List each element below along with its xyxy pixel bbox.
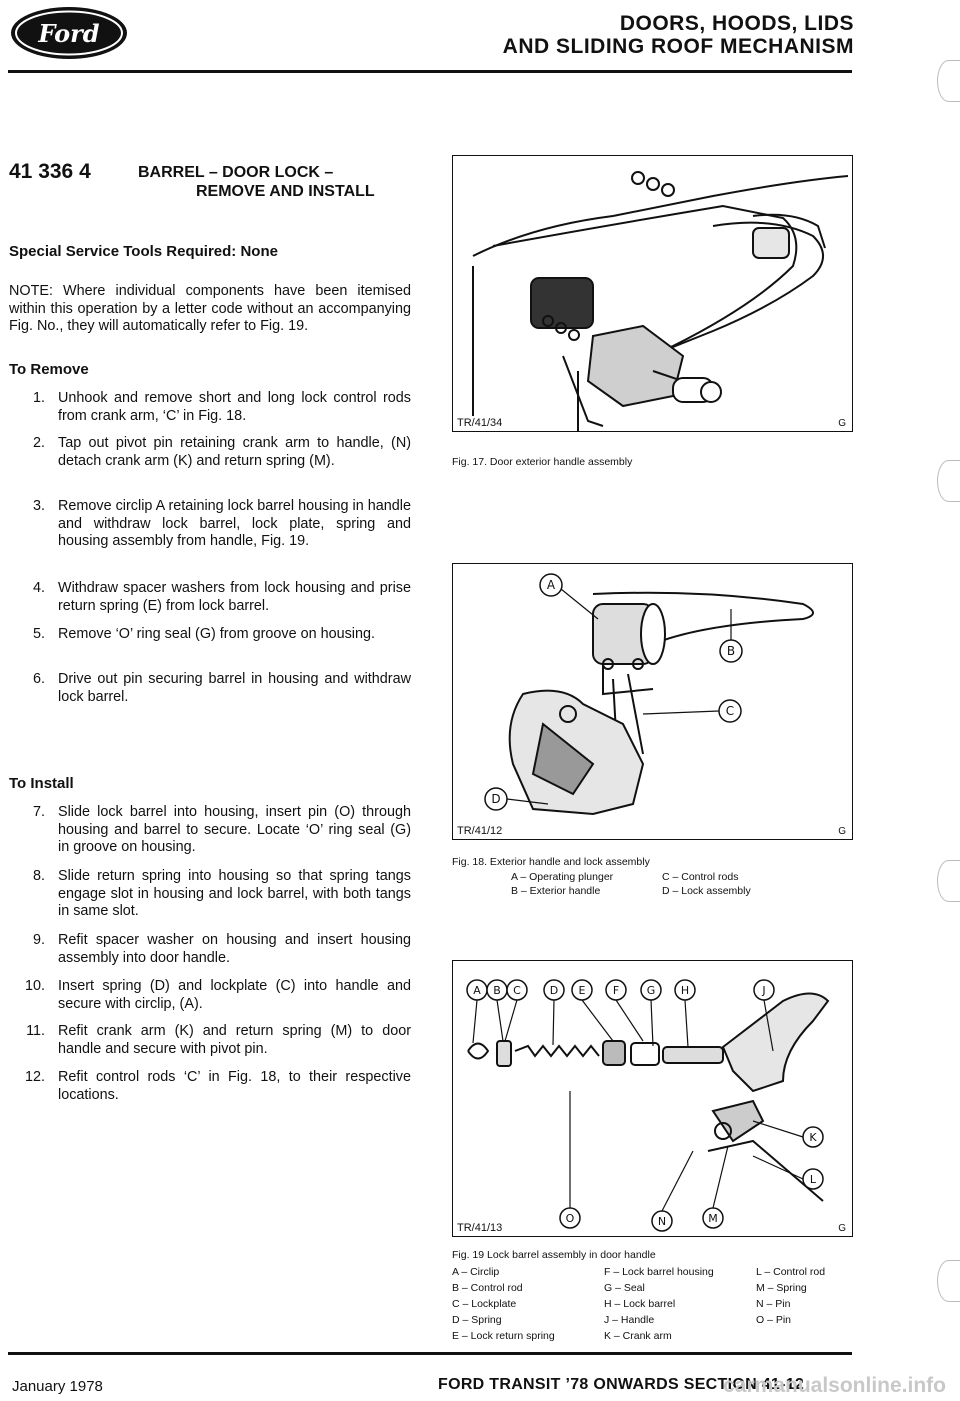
fig19-label-n: N	[657, 1215, 667, 1228]
step-text: Unhook and remove short and long lock control rods from crank arm, ‘C’ in Fig. 18.	[58, 390, 411, 424]
fig18-legend-a: A – Operating plunger	[511, 871, 614, 883]
figure-17-corner: G	[838, 418, 846, 429]
binder-hole-mark	[937, 1260, 960, 1302]
footer-title: FORD TRANSIT ’78 ONWARDS SECTION 41-12	[438, 1376, 805, 1393]
fig19-legend-item: J – Handle	[604, 1314, 655, 1326]
step-text: Remove ‘O’ ring seal (G) from groove on housing.	[58, 626, 375, 642]
fig19-label-k: K	[809, 1131, 817, 1144]
step-text: Tap out pivot pin retaining crank arm to handle, (N) detach crank arm (K) and return spring (M).	[58, 435, 411, 469]
fig19-label-o: O	[565, 1212, 575, 1225]
fig18-legend-b: B – Exterior handle	[511, 885, 601, 897]
fig19-label-a: A	[473, 984, 481, 997]
install-heading: To Install	[9, 775, 74, 792]
figure-18-ref: TR/41/12	[457, 825, 503, 837]
fig18-legend-d: D – Lock assembly	[662, 885, 751, 897]
step-number: 3.	[32, 498, 45, 514]
fig18-label-b: B	[726, 644, 736, 658]
step-number: 9.	[32, 932, 45, 948]
fig19-legend-item: A – Circlip	[452, 1266, 500, 1278]
section-title-line2: REMOVE AND INSTALL	[196, 183, 375, 200]
step-number: 10.	[24, 978, 45, 994]
tools-required: Special Service Tools Required: None	[9, 243, 278, 260]
step-number: 7.	[32, 804, 45, 820]
footer-date: January 1978	[12, 1378, 103, 1395]
fig19-legend-item: H – Lock barrel	[604, 1298, 676, 1310]
section-title	[138, 163, 375, 201]
fig19-label-j: J	[762, 984, 766, 997]
header-rule	[8, 70, 852, 73]
binder-hole-mark	[937, 60, 960, 102]
fig19-legend-item: K – Crank arm	[604, 1330, 672, 1342]
step-number: 4.	[32, 580, 45, 596]
step-number: 2.	[32, 435, 45, 451]
brand-text: Ford	[38, 19, 100, 48]
fig19-label-f: F	[612, 984, 620, 997]
figure-17-caption: Fig. 17. Door exterior handle assembly	[452, 456, 633, 468]
fig19-legend-item: F – Lock barrel housing	[604, 1266, 714, 1278]
fig19-legend-item: G – Seal	[604, 1282, 645, 1294]
fig19-label-b: B	[493, 984, 501, 997]
figure-17-ref: TR/41/34	[457, 417, 503, 429]
step-number: 12.	[24, 1069, 45, 1085]
fig18-label-d: D	[491, 792, 501, 806]
exterior-handle-lock-illustration	[453, 564, 852, 839]
watermark: carmanualsonline.info	[723, 1374, 946, 1397]
fig18-label-a: A	[546, 578, 556, 592]
header-title-line2: AND SLIDING ROOF MECHANISM	[502, 35, 854, 58]
figure-18-caption: Fig. 18. Exterior handle and lock assembly	[452, 856, 650, 868]
fig19-label-m: M	[708, 1212, 718, 1225]
step-number: 11.	[26, 1023, 45, 1039]
figure-17	[452, 155, 853, 432]
fig19-legend-item: O – Pin	[756, 1314, 792, 1326]
figure-19-corner: G	[838, 1223, 846, 1234]
figure-18	[452, 563, 853, 840]
section-number: 41 336 4	[9, 160, 91, 183]
fig18-label-c: C	[725, 704, 735, 718]
step-number: 8.	[32, 868, 45, 884]
step-text: Refit crank arm (K) and return spring (M) to door handle and secure with pivot pin.	[58, 1023, 411, 1057]
figure-18-corner: G	[838, 826, 846, 837]
step-text: Refit control rods ‘C’ in Fig. 18, to their respective locations.	[58, 1069, 411, 1103]
page-header-title	[503, 12, 854, 58]
fig19-label-e: E	[578, 984, 586, 997]
fig19-legend-item: C – Lockplate	[452, 1298, 517, 1310]
section-title-line1: BARREL – DOOR LOCK –	[138, 164, 334, 181]
lock-barrel-exploded-illustration	[453, 961, 852, 1236]
step-text: Drive out pin securing barrel in housing and withdraw lock barrel.	[58, 671, 411, 705]
fig19-label-c: C	[513, 984, 521, 997]
step-number: 6.	[32, 671, 45, 687]
ford-logo	[8, 4, 130, 62]
note-paragraph: NOTE: Where individual components have been itemised within this operation by a letter code without an accompanying Fig. No., they will automatically refer to Fig. 19.	[9, 283, 411, 334]
fig19-legend-item: E – Lock return spring	[452, 1330, 555, 1342]
step-text: Remove circlip A retaining lock barrel housing in handle and withdraw lock barrel, lock plate, spring and housing assembly from handle, Fig. 19.	[58, 498, 411, 549]
fig19-label-h: H	[680, 984, 690, 997]
fig18-legend-c: C – Control rods	[662, 871, 739, 883]
fig19-label-g: G	[646, 984, 656, 997]
figure-19-caption: Fig. 19 Lock barrel assembly in door handle	[452, 1249, 656, 1261]
binder-hole-mark	[937, 860, 960, 902]
figure-19-ref: TR/41/13	[457, 1222, 503, 1234]
remove-heading: To Remove	[9, 361, 89, 378]
step-number: 5.	[32, 626, 45, 642]
fig19-legend-item: M – Spring	[756, 1282, 807, 1294]
fig19-legend-item: D – Spring	[452, 1314, 502, 1326]
step-number: 1.	[32, 390, 45, 406]
step-text: Slide lock barrel into housing, insert pin (O) through housing and barrel to secure. Locate ‘O’ ring seal (G) in groove on housing.	[58, 804, 411, 855]
fig19-legend-item: L – Control rod	[756, 1266, 826, 1278]
step-text: Slide return spring into housing so that spring tangs engage slot in housing and lock barrel, with both tangs in same slot.	[58, 868, 411, 919]
step-text: Insert spring (D) and lockplate (C) into handle and secure with circlip, (A).	[58, 978, 411, 1012]
footer-rule	[8, 1352, 852, 1355]
figure-19	[452, 960, 853, 1237]
fig19-label-l: L	[809, 1173, 817, 1186]
door-handle-illustration	[453, 156, 852, 431]
binder-hole-mark	[937, 460, 960, 502]
header-title-line1: DOORS, HOODS, LIDS	[619, 12, 854, 35]
step-text: Withdraw spacer washers from lock housing and prise return spring (E) from lock barrel.	[58, 580, 411, 614]
fig19-legend-item: B – Control rod	[452, 1282, 523, 1294]
fig19-label-d: D	[549, 984, 559, 997]
fig19-legend-item: N – Pin	[756, 1298, 791, 1310]
step-text: Refit spacer washer on housing and insert housing assembly into door handle.	[58, 932, 411, 966]
